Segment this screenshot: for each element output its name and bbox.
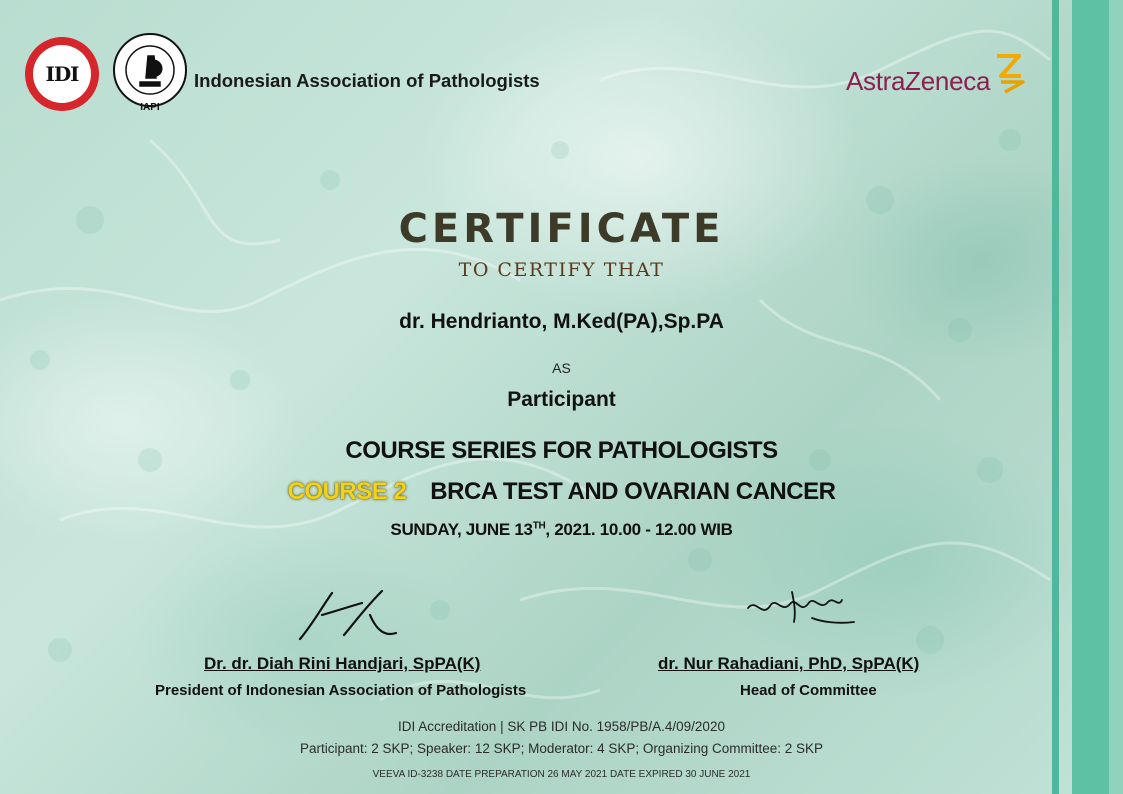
as-label: AS: [552, 360, 571, 376]
idi-logo: [25, 37, 99, 111]
signatory-name-president: Dr. dr. Diah Rini Handjari, SpPA(K): [204, 654, 481, 673]
iapi-logo-text: IAPI: [140, 102, 160, 113]
participant-role: Participant: [507, 388, 616, 411]
event-date: [0, 520, 1123, 540]
organization-name: Indonesian Association of Pathologists: [194, 70, 540, 91]
date-suffix: , 2021. 10.00 - 12.00 WIB: [545, 520, 733, 539]
sponsor-logo-text: AstraZeneca: [846, 66, 991, 96]
signatory-name-committee-head: dr. Nur Rahadiani, PhD, SpPA(K): [658, 654, 920, 673]
signature-committee-head: [742, 588, 860, 636]
course-line: [0, 478, 1123, 506]
certificate-subtitle: TO CERTIFY THAT: [458, 259, 665, 281]
recipient-name: dr. Hendrianto, M.Ked(PA),Sp.PA: [399, 310, 724, 333]
skp-credits-text: Participant: 2 SKP; Speaker: 12 SKP; Moderator: 4 SKP; Organizing Committee: 2 SKP: [300, 741, 823, 756]
course-series: COURSE SERIES FOR PATHOLOGISTS: [345, 437, 778, 464]
signatory-title-committee-head: Head of Committee: [740, 682, 877, 699]
date-ordinal: TH: [532, 520, 546, 532]
course-number: COURSE 2: [287, 478, 407, 505]
astrazeneca-logo-icon: [991, 50, 1027, 96]
idi-logo-text: IDI: [45, 62, 79, 86]
iapi-logo: [110, 30, 190, 114]
signatory-title-president: President of Indonesian Association of Pathologists: [155, 682, 527, 699]
date-prefix: SUNDAY, JUNE 13: [390, 520, 533, 539]
certificate-title: CERTIFICATE: [398, 206, 725, 252]
veeva-id-text: VEEVA ID-3238 DATE PREPARATION 26 MAY 2021 DATE EXPIRED 30 JUNE 2021: [372, 769, 751, 780]
course-title: BRCA TEST AND OVARIAN CANCER: [430, 478, 836, 505]
accreditation-text: IDI Accreditation | SK PB IDI No. 1958/PB/A.4/09/2020: [398, 719, 725, 734]
signature-president: [292, 585, 404, 647]
